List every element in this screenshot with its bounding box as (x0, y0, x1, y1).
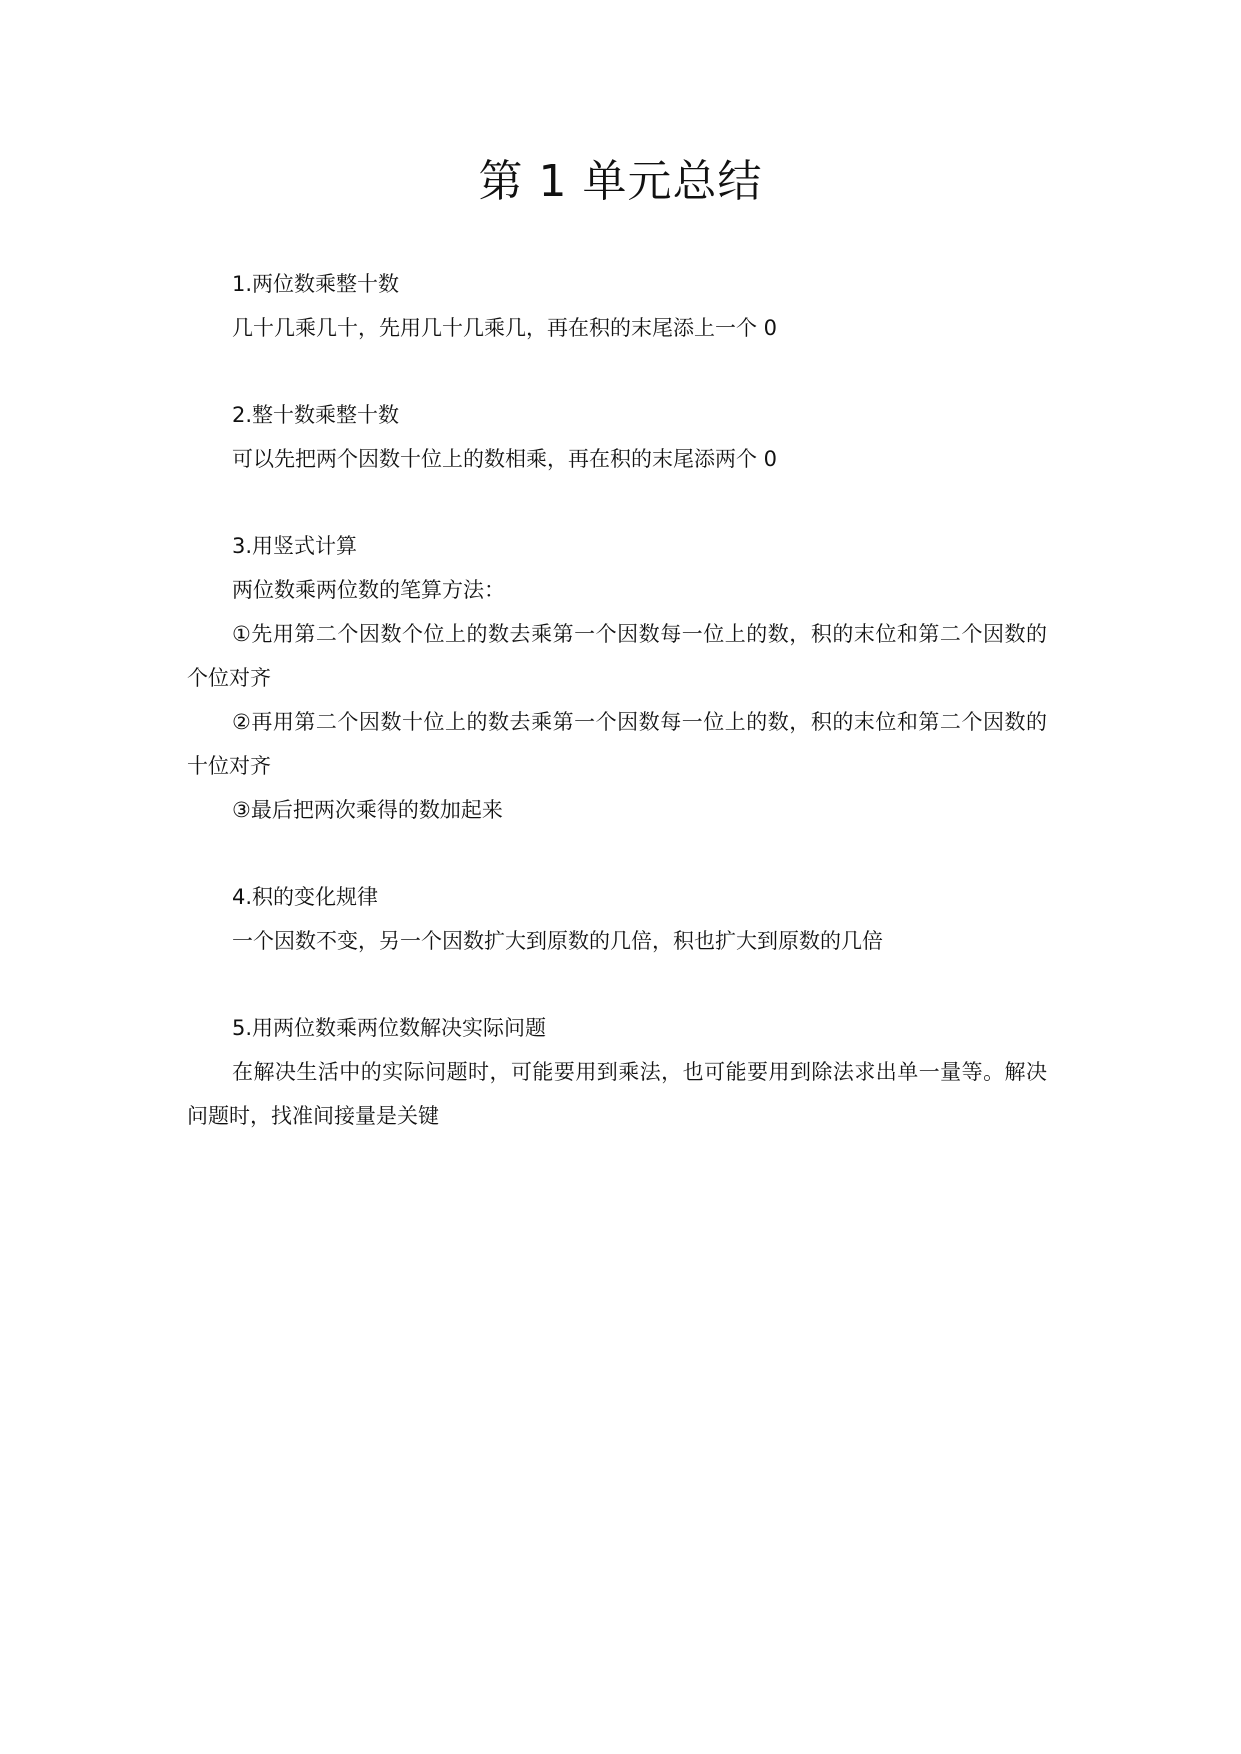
section-paragraph: 一个因数不变，另一个因数扩大到原数的几倍，积也扩大到原数的几倍 (232, 929, 883, 953)
step-three-paragraph: ③最后把两次乘得的数加起来 (232, 798, 503, 822)
section-paragraph: 在解决生活中的实际问题时，可能要用到乘法，也可能要用到除法求出单一量等。解决问题时，找准间接量是关键 (187, 1060, 1047, 1128)
section-spacer (187, 832, 1047, 875)
section-paragraph: 两位数乘两位数的笔算方法： (232, 578, 505, 602)
section-spacer (187, 350, 1047, 393)
section-paragraph: 可以先把两个因数十位上的数相乘，再在积的末尾添两个 0 (232, 447, 778, 471)
section-5 (187, 1006, 1047, 1138)
section-4 (187, 875, 1047, 963)
section-spacer (187, 963, 1047, 1006)
step-one-paragraph: ①先用第二个因数个位上的数去乘第一个因数每一位上的数，积的末位和第二个因数的个位对齐 (187, 622, 1047, 690)
page-title: 第 1 单元总结 (478, 156, 763, 207)
section-paragraph: 几十几乘几十，先用几十几乘几，再在积的末尾添上一个 0 (232, 316, 778, 340)
section-1 (187, 262, 1047, 350)
section-heading: 2.整十数乘整十数 (232, 403, 400, 427)
section-heading: 4.积的变化规律 (232, 885, 379, 909)
document-body (187, 262, 1047, 1138)
section-heading: 5.用两位数乘两位数解决实际问题 (232, 1016, 547, 1040)
section-heading: 3.用竖式计算 (232, 534, 358, 558)
section-3 (187, 524, 1047, 832)
section-spacer (187, 481, 1047, 524)
step-two-paragraph: ②再用第二个因数十位上的数去乘第一个因数每一位上的数，积的末位和第二个因数的十位对齐 (187, 710, 1047, 778)
section-2 (187, 393, 1047, 481)
section-heading: 1.两位数乘整十数 (232, 272, 400, 296)
